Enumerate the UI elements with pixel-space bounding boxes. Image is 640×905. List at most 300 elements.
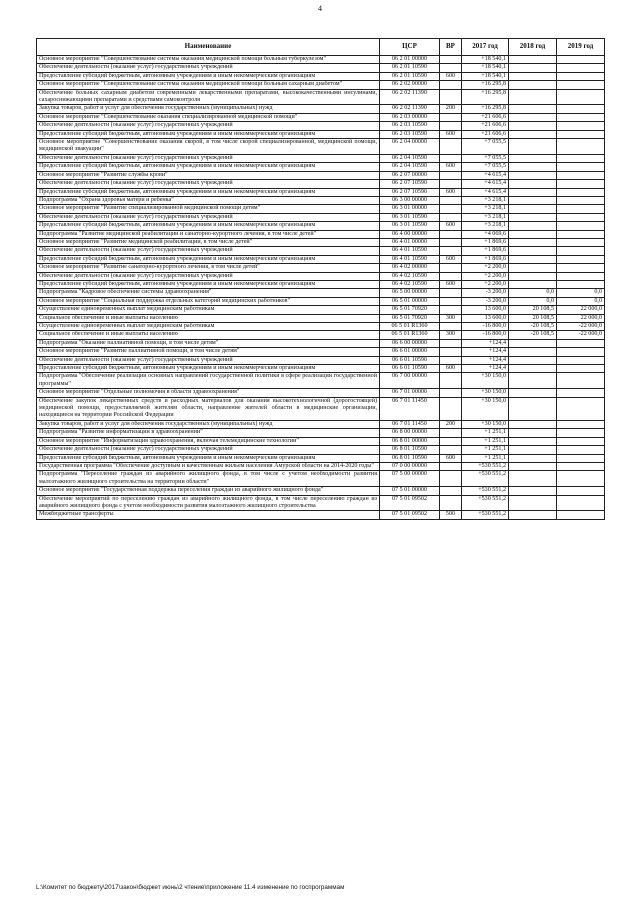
row-code: 07 5 01 09502 xyxy=(380,511,440,519)
row-name: Предоставление субсидий бюджетным, автономным учреждениям и иным некоммерческим организациям xyxy=(37,365,380,373)
row-value-2019 xyxy=(557,339,605,347)
row-value-2019: -22 000,0 xyxy=(557,331,605,339)
row-name: Основное мероприятие "Совершенствование оказания специализированной медицинской помощи" xyxy=(37,113,380,121)
budget-table xyxy=(36,38,605,520)
table-header-row xyxy=(37,39,605,56)
row-code: 06 4 01 10590 xyxy=(380,247,440,255)
row-value-2019 xyxy=(557,163,605,171)
row-name: Обеспечение деятельности (оказание услуг) государственных учреждений xyxy=(37,213,380,221)
row-code: 06 8 00 00000 xyxy=(380,429,440,437)
row-value-2017: +21 606,6 xyxy=(462,130,509,138)
row-vr: 600 xyxy=(440,72,462,80)
row-value-2018 xyxy=(509,171,557,179)
table-row xyxy=(37,56,605,64)
row-vr xyxy=(440,289,462,297)
row-value-2019 xyxy=(557,154,605,162)
row-value-2017: +1 251,1 xyxy=(462,437,509,445)
table-row xyxy=(37,247,605,255)
row-code: 06 2 02 00000 xyxy=(380,81,440,89)
table-row xyxy=(37,205,605,213)
row-value-2017: +1 251,1 xyxy=(462,454,509,462)
row-name: Предоставление субсидий бюджетным, автономным учреждениям и иным некоммерческим организациям xyxy=(37,222,380,230)
row-name: Основное мероприятие "Отдельные полномочия в области здравоохранения" xyxy=(37,389,380,397)
table-row xyxy=(37,306,605,314)
table-row xyxy=(37,289,605,297)
row-value-2019 xyxy=(557,348,605,356)
row-value-2019 xyxy=(557,171,605,179)
row-value-2017: +1 869,6 xyxy=(462,238,509,246)
row-code: 06 6 01 10590 xyxy=(380,356,440,364)
table-row xyxy=(37,113,605,121)
row-value-2017: +124,4 xyxy=(462,356,509,364)
row-vr xyxy=(440,205,462,213)
row-code: 06 8 01 10590 xyxy=(380,454,440,462)
row-value-2019 xyxy=(557,471,605,487)
row-value-2018 xyxy=(509,180,557,188)
table-row xyxy=(37,64,605,72)
row-vr xyxy=(440,196,462,204)
row-name: Закупка товаров, работ и услуг для обеспечения государственных (муниципальных) нужд xyxy=(37,420,380,428)
row-value-2019 xyxy=(557,89,605,105)
row-value-2018: 20 108,5 xyxy=(509,314,557,322)
row-value-2017: +18 540,1 xyxy=(462,72,509,80)
row-vr: 200 xyxy=(440,105,462,113)
row-value-2019 xyxy=(557,255,605,263)
row-value-2019 xyxy=(557,222,605,230)
table-row xyxy=(37,89,605,105)
row-value-2018 xyxy=(509,348,557,356)
row-vr xyxy=(440,180,462,188)
table-row xyxy=(37,72,605,80)
row-name: Основное мероприятие "Развитие санаторно-курортного лечения, в том числе детей" xyxy=(37,264,380,272)
row-value-2018: 0,0 xyxy=(509,297,557,305)
row-value-2018 xyxy=(509,163,557,171)
row-value-2017: +4 615,4 xyxy=(462,180,509,188)
row-name: Государственная программа "Обеспечение доступным и качественным жильем населения Амурской области на 2014-2020 годы" xyxy=(37,462,380,470)
row-value-2017: 13 600,0 xyxy=(462,314,509,322)
row-value-2019 xyxy=(557,495,605,511)
row-vr: 600 xyxy=(440,365,462,373)
table-row xyxy=(37,356,605,364)
row-name: Предоставление субсидий бюджетным, автономным учреждениям и иным некоммерческим организациям xyxy=(37,280,380,288)
row-value-2019 xyxy=(557,188,605,196)
row-code: 06 2 07 10590 xyxy=(380,180,440,188)
row-name: Основное мероприятие "Социальная поддержка отдельных категорий медицинских работников" xyxy=(37,297,380,305)
row-value-2019 xyxy=(557,462,605,470)
row-vr xyxy=(440,373,462,389)
table-row xyxy=(37,222,605,230)
row-value-2018 xyxy=(509,72,557,80)
footer-file-path: L:\Комитет по бюджету\2017\закон\бюджет июнь\2 чтение\приложение 11.4 изменение по госпрограммам xyxy=(36,884,345,891)
row-code: 06 7 01 11450 xyxy=(380,397,440,420)
row-value-2019 xyxy=(557,113,605,121)
row-code: 06 2 04 10590 xyxy=(380,154,440,162)
row-name: Обеспечение закупок лекарственных средств и расходных материалов для оказания высокотехнологичной (дорогостоящей) медицинской помощи, предоставляемой жителям области, направление жителей области в медицинские организации, находящиеся на территории Российской Федерации xyxy=(37,397,380,420)
row-vr: 600 xyxy=(440,163,462,171)
row-value-2017: +2 200,0 xyxy=(462,264,509,272)
table-row xyxy=(37,238,605,246)
row-code: 06 7 01 11450 xyxy=(380,420,440,428)
row-value-2018 xyxy=(509,154,557,162)
table-row xyxy=(37,446,605,454)
row-vr xyxy=(440,462,462,470)
row-value-2017: +530 551,2 xyxy=(462,462,509,470)
row-vr: 200 xyxy=(440,420,462,428)
table-row xyxy=(37,280,605,288)
row-value-2017: +21 606,6 xyxy=(462,113,509,121)
table-row xyxy=(37,420,605,428)
row-code: 06 2 01 10590 xyxy=(380,72,440,80)
row-value-2018 xyxy=(509,113,557,121)
row-value-2019 xyxy=(557,511,605,519)
row-value-2018 xyxy=(509,238,557,246)
row-vr xyxy=(440,495,462,511)
row-code: 06 4 02 00000 xyxy=(380,264,440,272)
row-vr: 600 xyxy=(440,454,462,462)
row-name: Основное мероприятие "Развитие паллиативной помощи, в том числе детям" xyxy=(37,348,380,356)
row-vr xyxy=(440,122,462,130)
row-value-2019 xyxy=(557,437,605,445)
header-code: ЦСР xyxy=(380,39,440,56)
row-name: Обеспечение деятельности (оказание услуг) государственных учреждений xyxy=(37,64,380,72)
row-name: Основное мероприятие "Развитие службы крови" xyxy=(37,171,380,179)
row-value-2019: 22 000,0 xyxy=(557,314,605,322)
row-value-2018: 20 108,5 xyxy=(509,306,557,314)
row-value-2019 xyxy=(557,280,605,288)
row-name: Обеспечение деятельности (оказание услуг) государственных учреждений xyxy=(37,154,380,162)
row-vr xyxy=(440,339,462,347)
row-code: 06 5 01 R1360 xyxy=(380,331,440,339)
row-vr: 600 xyxy=(440,280,462,288)
table-row xyxy=(37,180,605,188)
row-value-2019 xyxy=(557,454,605,462)
row-vr: 600 xyxy=(440,222,462,230)
row-value-2018 xyxy=(509,373,557,389)
row-name: Обеспечение деятельности (оказание услуг) государственных учреждений xyxy=(37,180,380,188)
row-name: Предоставление субсидий бюджетным, автономным учреждениям и иным некоммерческим организациям xyxy=(37,454,380,462)
row-name: Подпрограмма "Развитие информатизации в здравоохранении" xyxy=(37,429,380,437)
row-code: 06 2 01 10590 xyxy=(380,64,440,72)
row-vr xyxy=(440,89,462,105)
table-row xyxy=(37,196,605,204)
row-code: 06 2 04 00000 xyxy=(380,139,440,155)
table-row xyxy=(37,397,605,420)
table-row xyxy=(37,188,605,196)
row-value-2018 xyxy=(509,139,557,155)
row-value-2017: +30 150,0 xyxy=(462,397,509,420)
row-name: Обеспечение деятельности (оказание услуг) государственных учреждений xyxy=(37,247,380,255)
row-value-2017: -16 800,0 xyxy=(462,331,509,339)
row-vr xyxy=(440,348,462,356)
row-value-2018 xyxy=(509,272,557,280)
row-value-2018 xyxy=(509,397,557,420)
row-value-2017: +7 055,5 xyxy=(462,139,509,155)
table-row xyxy=(37,130,605,138)
row-value-2019 xyxy=(557,373,605,389)
row-vr xyxy=(440,306,462,314)
row-value-2017: +530 551,2 xyxy=(462,495,509,511)
row-name: Подпрограмма "Оказание паллиативной помощи, в том числе детям" xyxy=(37,339,380,347)
row-code: 07 5 01 09502 xyxy=(380,495,440,511)
row-value-2017: -16 800,0 xyxy=(462,323,509,331)
row-value-2018 xyxy=(509,247,557,255)
row-value-2017: +3 218,1 xyxy=(462,205,509,213)
row-value-2019 xyxy=(557,356,605,364)
row-value-2018 xyxy=(509,462,557,470)
table-row xyxy=(37,163,605,171)
row-code: 06 3 01 10590 xyxy=(380,222,440,230)
row-value-2017: +4 615,4 xyxy=(462,171,509,179)
row-name: Обеспечение деятельности (оказание услуг) государственных учреждений xyxy=(37,272,380,280)
row-vr xyxy=(440,171,462,179)
row-code: 06 2 01 00000 xyxy=(380,56,440,64)
row-vr xyxy=(440,139,462,155)
row-name: Основное мероприятие "Совершенствование системы оказания медицинской помощи больным сахарным диабетом" xyxy=(37,81,380,89)
row-value-2019 xyxy=(557,105,605,113)
row-value-2017: +18 540,1 xyxy=(462,56,509,64)
row-code: 06 2 07 00000 xyxy=(380,171,440,179)
header-2018: 2018 год xyxy=(509,39,557,56)
row-name: Социальное обеспечение и иные выплаты населению xyxy=(37,331,380,339)
row-value-2019 xyxy=(557,429,605,437)
row-value-2017: +3 218,1 xyxy=(462,196,509,204)
row-code: 06 6 01 10590 xyxy=(380,365,440,373)
row-code: 06 3 00 00000 xyxy=(380,196,440,204)
table-row xyxy=(37,495,605,511)
row-value-2018 xyxy=(509,356,557,364)
table-row xyxy=(37,471,605,487)
row-value-2018 xyxy=(509,255,557,263)
row-vr xyxy=(440,64,462,72)
table-row xyxy=(37,389,605,397)
row-name: Подпрограмма "Переселение граждан из аварийного жилищного фонда, в том числе с учетом необходимости развития малоэтажного жилищного строительства на территории области" xyxy=(37,471,380,487)
row-value-2017: +4 069,6 xyxy=(462,230,509,238)
row-value-2019: 22 000,0 xyxy=(557,306,605,314)
row-name: Основное мероприятие "Совершенствование оказания скорой, в том числе скорой специализированной, медицинской помощи, медицинской эвакуации" xyxy=(37,139,380,155)
row-value-2018 xyxy=(509,205,557,213)
row-value-2019 xyxy=(557,397,605,420)
row-name: Обеспечение деятельности (оказание услуг) государственных учреждений xyxy=(37,446,380,454)
row-value-2017: +3 218,1 xyxy=(462,213,509,221)
row-code: 06 2 03 10590 xyxy=(380,130,440,138)
row-code: 06 4 02 10590 xyxy=(380,280,440,288)
table-row xyxy=(37,339,605,347)
row-value-2019 xyxy=(557,130,605,138)
row-name: Основное мероприятие "Государственная поддержка переселения граждан из аварийного жилищного фонда" xyxy=(37,487,380,495)
row-value-2017: +1 251,1 xyxy=(462,429,509,437)
row-value-2018 xyxy=(509,471,557,487)
row-value-2018 xyxy=(509,339,557,347)
table-row xyxy=(37,272,605,280)
row-vr xyxy=(440,356,462,364)
row-value-2019 xyxy=(557,180,605,188)
row-vr: 600 xyxy=(440,255,462,263)
row-value-2018 xyxy=(509,454,557,462)
row-code: 06 2 04 10590 xyxy=(380,163,440,171)
row-value-2017: +30 150,0 xyxy=(462,373,509,389)
row-vr xyxy=(440,446,462,454)
table-row xyxy=(37,255,605,263)
row-vr xyxy=(440,238,462,246)
row-code: 06 5 01 70920 xyxy=(380,306,440,314)
row-value-2019 xyxy=(557,272,605,280)
row-value-2017: +124,4 xyxy=(462,365,509,373)
table-row xyxy=(37,105,605,113)
row-vr: 600 xyxy=(440,130,462,138)
row-value-2019 xyxy=(557,264,605,272)
row-value-2017: +16 295,8 xyxy=(462,81,509,89)
row-value-2017: +2 200,0 xyxy=(462,280,509,288)
row-value-2018 xyxy=(509,196,557,204)
row-value-2019 xyxy=(557,56,605,64)
row-value-2018 xyxy=(509,264,557,272)
row-name: Предоставление субсидий бюджетным, автономным учреждениям и иным некоммерческим организациям xyxy=(37,163,380,171)
row-value-2017: 13 600,0 xyxy=(462,306,509,314)
row-value-2018 xyxy=(509,105,557,113)
row-code: 06 2 07 10590 xyxy=(380,188,440,196)
table-row xyxy=(37,429,605,437)
row-value-2017: +2 200,0 xyxy=(462,272,509,280)
row-code: 06 5 01 70920 xyxy=(380,314,440,322)
row-code: 06 6 01 00000 xyxy=(380,348,440,356)
row-code: 06 2 02 11390 xyxy=(380,105,440,113)
row-value-2017: +7 055,5 xyxy=(462,163,509,171)
table-row xyxy=(37,297,605,305)
row-code: 07 5 00 00000 xyxy=(380,471,440,487)
table-row xyxy=(37,348,605,356)
row-value-2018 xyxy=(509,230,557,238)
row-name: Основное мероприятие "Развитие медицинской реабилитации, в том числе детей" xyxy=(37,238,380,246)
row-vr xyxy=(440,264,462,272)
row-code: 06 5 01 00000 xyxy=(380,297,440,305)
row-code: 07 0 00 00000 xyxy=(380,462,440,470)
row-value-2018 xyxy=(509,365,557,373)
table-row xyxy=(37,213,605,221)
row-value-2018: 0,0 xyxy=(509,289,557,297)
row-name: Межбюджетные трансферты xyxy=(37,511,380,519)
row-value-2018 xyxy=(509,188,557,196)
row-value-2018 xyxy=(509,130,557,138)
row-value-2017: -3 200,0 xyxy=(462,297,509,305)
row-value-2018: -20 108,5 xyxy=(509,323,557,331)
table-row xyxy=(37,230,605,238)
row-vr xyxy=(440,272,462,280)
table-row xyxy=(37,122,605,130)
row-value-2017: +530 551,2 xyxy=(462,487,509,495)
row-code: 06 5 00 00000 xyxy=(380,289,440,297)
row-value-2017: +530 551,2 xyxy=(462,471,509,487)
row-value-2018 xyxy=(509,81,557,89)
row-value-2017: +18 540,1 xyxy=(462,64,509,72)
row-value-2019 xyxy=(557,446,605,454)
row-name: Предоставление субсидий бюджетным, автономным учреждениям и иным некоммерческим организациям xyxy=(37,130,380,138)
row-code: 06 4 00 00000 xyxy=(380,230,440,238)
row-code: 06 8 01 00000 xyxy=(380,437,440,445)
row-value-2019 xyxy=(557,365,605,373)
row-value-2018 xyxy=(509,420,557,428)
header-vr: ВР xyxy=(440,39,462,56)
row-value-2017: +21 606,6 xyxy=(462,122,509,130)
row-vr xyxy=(440,397,462,420)
row-code: 06 3 01 10590 xyxy=(380,213,440,221)
row-code: 06 4 01 00000 xyxy=(380,238,440,246)
row-value-2018 xyxy=(509,429,557,437)
row-value-2019 xyxy=(557,122,605,130)
row-value-2019: -22 000,0 xyxy=(557,323,605,331)
row-vr xyxy=(440,437,462,445)
header-2017: 2017 год xyxy=(462,39,509,56)
row-name: Осуществление единовременных выплат медицинским работникам xyxy=(37,306,380,314)
row-value-2018 xyxy=(509,437,557,445)
row-value-2017: +30 150,0 xyxy=(462,420,509,428)
table-row xyxy=(37,314,605,322)
row-name: Подпрограмма "Развитие медицинской реабилитации и санаторно-курортного лечения, в том числе детей" xyxy=(37,230,380,238)
row-name: Основное мероприятие "Информатизация здравоохранения, включая телемедицинские технологии" xyxy=(37,437,380,445)
table-row xyxy=(37,264,605,272)
row-value-2017: +7 055,5 xyxy=(462,154,509,162)
row-code: 06 5 01 R1360 xyxy=(380,323,440,331)
table-row xyxy=(37,462,605,470)
header-name: Наименование xyxy=(37,39,380,56)
row-code: 06 2 03 10590 xyxy=(380,122,440,130)
row-value-2019: 0,0 xyxy=(557,297,605,305)
row-code: 06 2 03 00000 xyxy=(380,113,440,121)
row-vr: 500 xyxy=(440,511,462,519)
row-name: Осуществление единовременных выплат медицинским работникам xyxy=(37,323,380,331)
row-value-2018 xyxy=(509,222,557,230)
row-value-2019 xyxy=(557,213,605,221)
row-value-2019 xyxy=(557,238,605,246)
row-code: 06 3 01 00000 xyxy=(380,205,440,213)
row-value-2018 xyxy=(509,64,557,72)
row-value-2018 xyxy=(509,56,557,64)
row-value-2017: +1 869,6 xyxy=(462,247,509,255)
row-code: 07 5 01 00000 xyxy=(380,487,440,495)
table-row xyxy=(37,331,605,339)
row-code: 06 7 01 00000 xyxy=(380,389,440,397)
row-name: Подпрограмма "Обеспечение реализации основных направлений государственной политики в сфере реализации государственной программы" xyxy=(37,373,380,389)
page-number: 4 xyxy=(318,4,322,13)
row-value-2017: +3 218,1 xyxy=(462,222,509,230)
row-value-2019 xyxy=(557,420,605,428)
row-value-2017: +16 295,8 xyxy=(462,89,509,105)
row-vr xyxy=(440,429,462,437)
row-vr xyxy=(440,297,462,305)
row-value-2017: +124,4 xyxy=(462,348,509,356)
row-name: Предоставление субсидий бюджетным, автономным учреждениям и иным некоммерческим организациям xyxy=(37,255,380,263)
table-row xyxy=(37,323,605,331)
row-vr xyxy=(440,247,462,255)
row-code: 06 2 02 11390 xyxy=(380,89,440,105)
row-value-2019 xyxy=(557,139,605,155)
row-value-2019 xyxy=(557,81,605,89)
table-row xyxy=(37,437,605,445)
table-row xyxy=(37,81,605,89)
row-name: Обеспечение мероприятий по переселению граждан из аварийного жилищного фонда, в том числе переселению граждан из аварийного жилищного фонда с учетом необходимости развития малоэтажного жилищного строительства xyxy=(37,495,380,511)
row-value-2017: +124,4 xyxy=(462,339,509,347)
row-code: 06 4 02 10590 xyxy=(380,272,440,280)
row-vr xyxy=(440,213,462,221)
row-name: Обеспечение деятельности (оказание услуг) государственных учреждений xyxy=(37,356,380,364)
row-name: Основное мероприятие "Развитие специализированной медицинской помощи детям" xyxy=(37,205,380,213)
row-code: 06 6 00 00000 xyxy=(380,339,440,347)
row-value-2018 xyxy=(509,389,557,397)
row-value-2017: +16 295,8 xyxy=(462,105,509,113)
row-value-2019 xyxy=(557,487,605,495)
row-value-2018 xyxy=(509,213,557,221)
row-value-2017: -3 200,0 xyxy=(462,289,509,297)
row-value-2017: +1 251,1 xyxy=(462,446,509,454)
